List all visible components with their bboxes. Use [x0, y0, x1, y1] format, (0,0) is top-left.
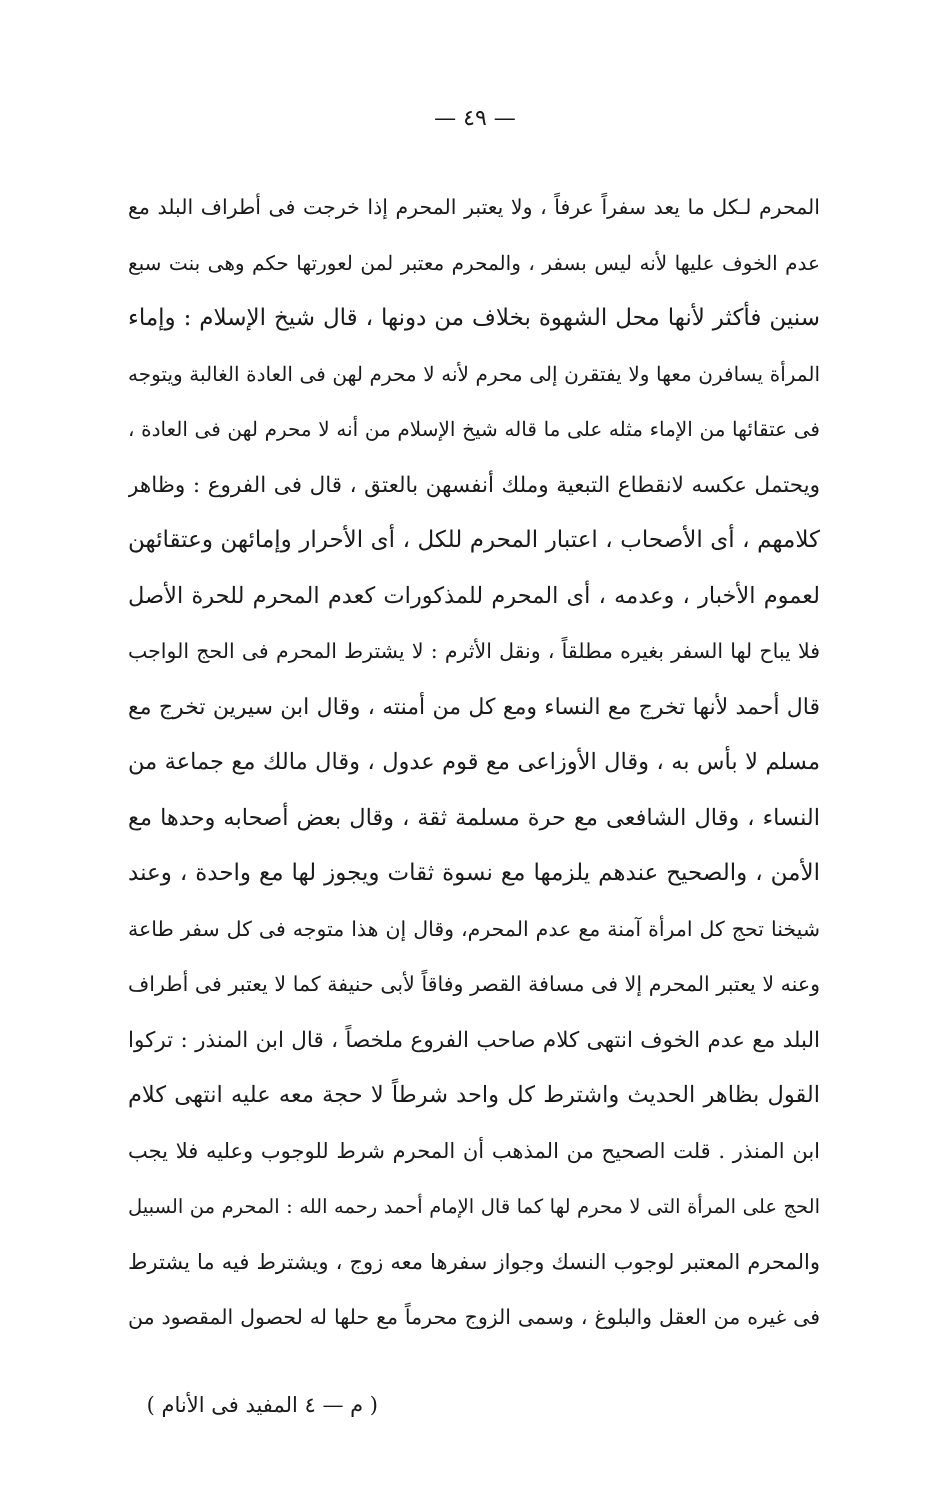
- text-line: المرأة يسافرن معها ولا يفتقرن إلى محرم لأنه لا محرم لهن فى العادة الغالبة ويتوجه: [128, 361, 820, 386]
- text-line: عدم الخوف عليها لأنه ليس بسفر ، والمحرم معتبر لمن لعورتها حكم وهى بنت سبع: [128, 250, 820, 275]
- text-line: القول بظاهر الحديث واشترط كل واحد شرطاً لا حجة معه عليه انتهى كلام: [128, 1082, 820, 1108]
- text-line: سنين فأكثر لأنها محل الشهوة بخلاف من دونها ، قال شيخ الإسلام : وإماء: [128, 305, 820, 331]
- text-line: والمحرم المعتبر لوجوب النسك وجواز سفرها معه زوج ، ويشترط فيه ما يشترط: [128, 1249, 820, 1274]
- text-line: وعنه لا يعتبر المحرم إلا فى مسافة القصر وفاقاً لأبى حنيفة كما لا يعتبر فى أطراف: [128, 972, 820, 996]
- footer-signature: ( م — ٤ المفيد فى الأنام ): [146, 1393, 378, 1417]
- body-text: [128, 180, 820, 1346]
- text-line: شيخنا تحج كل امرأة آمنة مع عدم المحرم، وقال إن هذا متوجه فى كل سفر طاعة: [128, 916, 820, 941]
- text-line: الأمن ، والصحيح عندهم يلزمها مع نسوة ثقات ويجوز لها مع واحدة ، وعند: [128, 860, 820, 886]
- text-line: فى عتقائها من الإماء مثله على ما قاله شيخ الإسلام من أنه لا محرم لهن فى العادة ،: [128, 417, 820, 441]
- text-line: لعموم الأخبار ، وعدمه ، أى المحرم للمذكورات كعدم المحرم للحرة الأصل: [128, 582, 820, 609]
- text-line: الحج على المرأة التى لا محرم لها كما قال الإمام أحمد رحمه الله : المحرم من السبيل: [128, 1195, 820, 1218]
- text-line: مسلم لا بأس به ، وقال الأوزاعى مع قوم عدول ، وقال مالك مع جماعة من: [128, 749, 820, 775]
- text-line: النساء ، وقال الشافعى مع حرة مسلمة ثقة ، وقال بعض أصحابه وحدها مع: [128, 804, 820, 831]
- text-line: ويحتمل عكسه لانقطاع التبعية وملك أنفسهن بالعتق ، قال فى الفروع : وظاهر: [128, 472, 820, 498]
- text-line: المحرم لـكل ما يعد سفراً عرفاً ، ولا يعتبر المحرم إذا خرجت فى أطراف البلد مع: [128, 195, 820, 219]
- text-line: كلامهم ، أى الأصحاب ، اعتبار المحرم للكل ، أى الأحرار وإمائهن وعتقائهن: [128, 527, 820, 553]
- text-line: البلد مع عدم الخوف انتهى كلام صاحب الفروع ملخصاً ، قال ابن المنذر : تركوا: [128, 1027, 820, 1053]
- text-line: فلا يباح لها السفر بغيره مطلقاً ، ونقل الأثرم : لا يشترط المحرم فى الحج الواجب: [128, 639, 820, 663]
- text-line: فى غيره من العقل والبلوغ ، وسمى الزوج محرماً مع حلها له لحصول المقصود من: [128, 1305, 820, 1329]
- page-number: — ٤٩ —: [434, 106, 516, 131]
- text-line: قال أحمد لأنها تخرج مع النساء ومع كل من أمنته ، وقال ابن سيرين تخرج مع: [128, 694, 820, 720]
- text-line: ابن المنذر . قلت الصحيح من المذهب أن المحرم شرط للوجوب وعليه فلا يجب: [128, 1138, 820, 1163]
